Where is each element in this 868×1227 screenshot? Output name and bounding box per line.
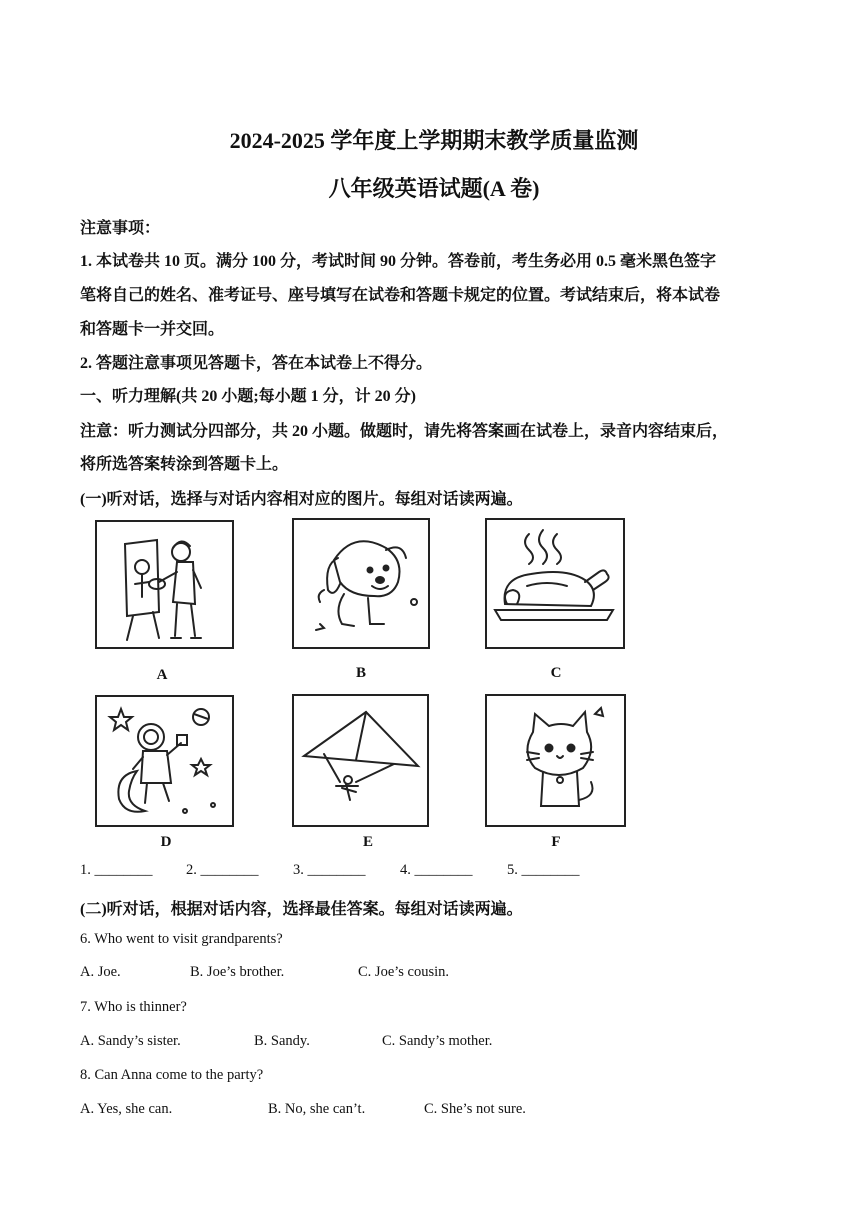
listening-note-line-1: 注意：听力测试分四部分，共 20 小题。做题时，请先将答案画在试卷上，录音内容结束后， bbox=[80, 423, 729, 440]
picture-f-label: F bbox=[551, 834, 561, 850]
picture-c-label: C bbox=[550, 665, 562, 681]
question-7-option-b[interactable]: B. Sandy. bbox=[254, 1033, 310, 1049]
answer-blank-5[interactable]: 5. ________ bbox=[507, 862, 580, 878]
exam-title: 2024-2025 学年度上学期期末教学质量监测 bbox=[229, 128, 639, 153]
roast-chicken-icon bbox=[487, 520, 623, 647]
question-8: 8. Can Anna come to the party? bbox=[80, 1067, 264, 1083]
hang-glider-icon bbox=[294, 696, 427, 825]
section-1-title: 一、听力理解(共 20 小题;每小题 1 分，计 20 分) bbox=[80, 388, 416, 405]
kitten-icon bbox=[487, 696, 624, 825]
picture-e bbox=[292, 694, 429, 827]
notes-heading: 注意事项： bbox=[80, 220, 161, 237]
part-1-title: (一)听对话，选择与对话内容相对应的图片。每组对话读两遍。 bbox=[80, 491, 523, 508]
picture-e-label: E bbox=[362, 834, 373, 850]
question-8-option-b[interactable]: B. No, she can’t. bbox=[268, 1101, 366, 1117]
picture-a bbox=[95, 520, 234, 649]
part-2-title: (二)听对话，根据对话内容，选择最佳答案。每组对话读两遍。 bbox=[80, 901, 523, 918]
picture-a-label: A bbox=[156, 667, 168, 683]
note-item-2: 2. 答题注意事项见答题卡，答在本试卷上不得分。 bbox=[80, 355, 433, 372]
picture-c bbox=[485, 518, 625, 649]
picture-d bbox=[95, 695, 234, 827]
question-6: 6. Who went to visit grandparents? bbox=[80, 931, 283, 947]
question-8-option-c[interactable]: C. She’s not sure. bbox=[424, 1101, 526, 1117]
note-item-1-line-3: 和答题卡一并交回。 bbox=[80, 321, 225, 338]
astronaut-icon bbox=[97, 697, 232, 825]
question-8-option-a[interactable]: A. Yes, she can. bbox=[80, 1101, 173, 1117]
boy-painting-icon bbox=[97, 522, 232, 647]
picture-f bbox=[485, 694, 626, 827]
question-7: 7. Who is thinner? bbox=[80, 999, 187, 1015]
question-6-option-b[interactable]: B. Joe’s brother. bbox=[190, 964, 285, 980]
exam-subtitle: 八年级英语试题(A 卷) bbox=[328, 176, 540, 201]
question-6-option-c[interactable]: C. Joe’s cousin. bbox=[358, 964, 450, 980]
note-item-1-line-2: 笔将自己的姓名、准考证号、座号填写在试卷和答题卡规定的位置。考试结束后，将本试卷 bbox=[80, 287, 721, 304]
picture-b-label: B bbox=[355, 665, 366, 681]
question-6-option-a[interactable]: A. Joe. bbox=[80, 964, 121, 980]
question-7-option-a[interactable]: A. Sandy’s sister. bbox=[80, 1033, 181, 1049]
answer-blank-2[interactable]: 2. ________ bbox=[186, 862, 259, 878]
answer-blank-1[interactable]: 1. ________ bbox=[80, 862, 153, 878]
picture-d-label: D bbox=[160, 834, 172, 850]
answer-blank-3[interactable]: 3. ________ bbox=[293, 862, 366, 878]
answer-blank-4[interactable]: 4. ________ bbox=[400, 862, 473, 878]
picture-b bbox=[292, 518, 430, 649]
note-item-1-line-1: 1. 本试卷共 10 页。满分 100 分，考试时间 90 分钟。答卷前，考生务必用 0.5 毫米黑色签字 bbox=[80, 253, 717, 270]
puppy-icon bbox=[294, 520, 428, 647]
question-7-option-c[interactable]: C. Sandy’s mother. bbox=[382, 1033, 493, 1049]
listening-note-line-2: 将所选答案转涂到答题卡上。 bbox=[80, 456, 289, 473]
